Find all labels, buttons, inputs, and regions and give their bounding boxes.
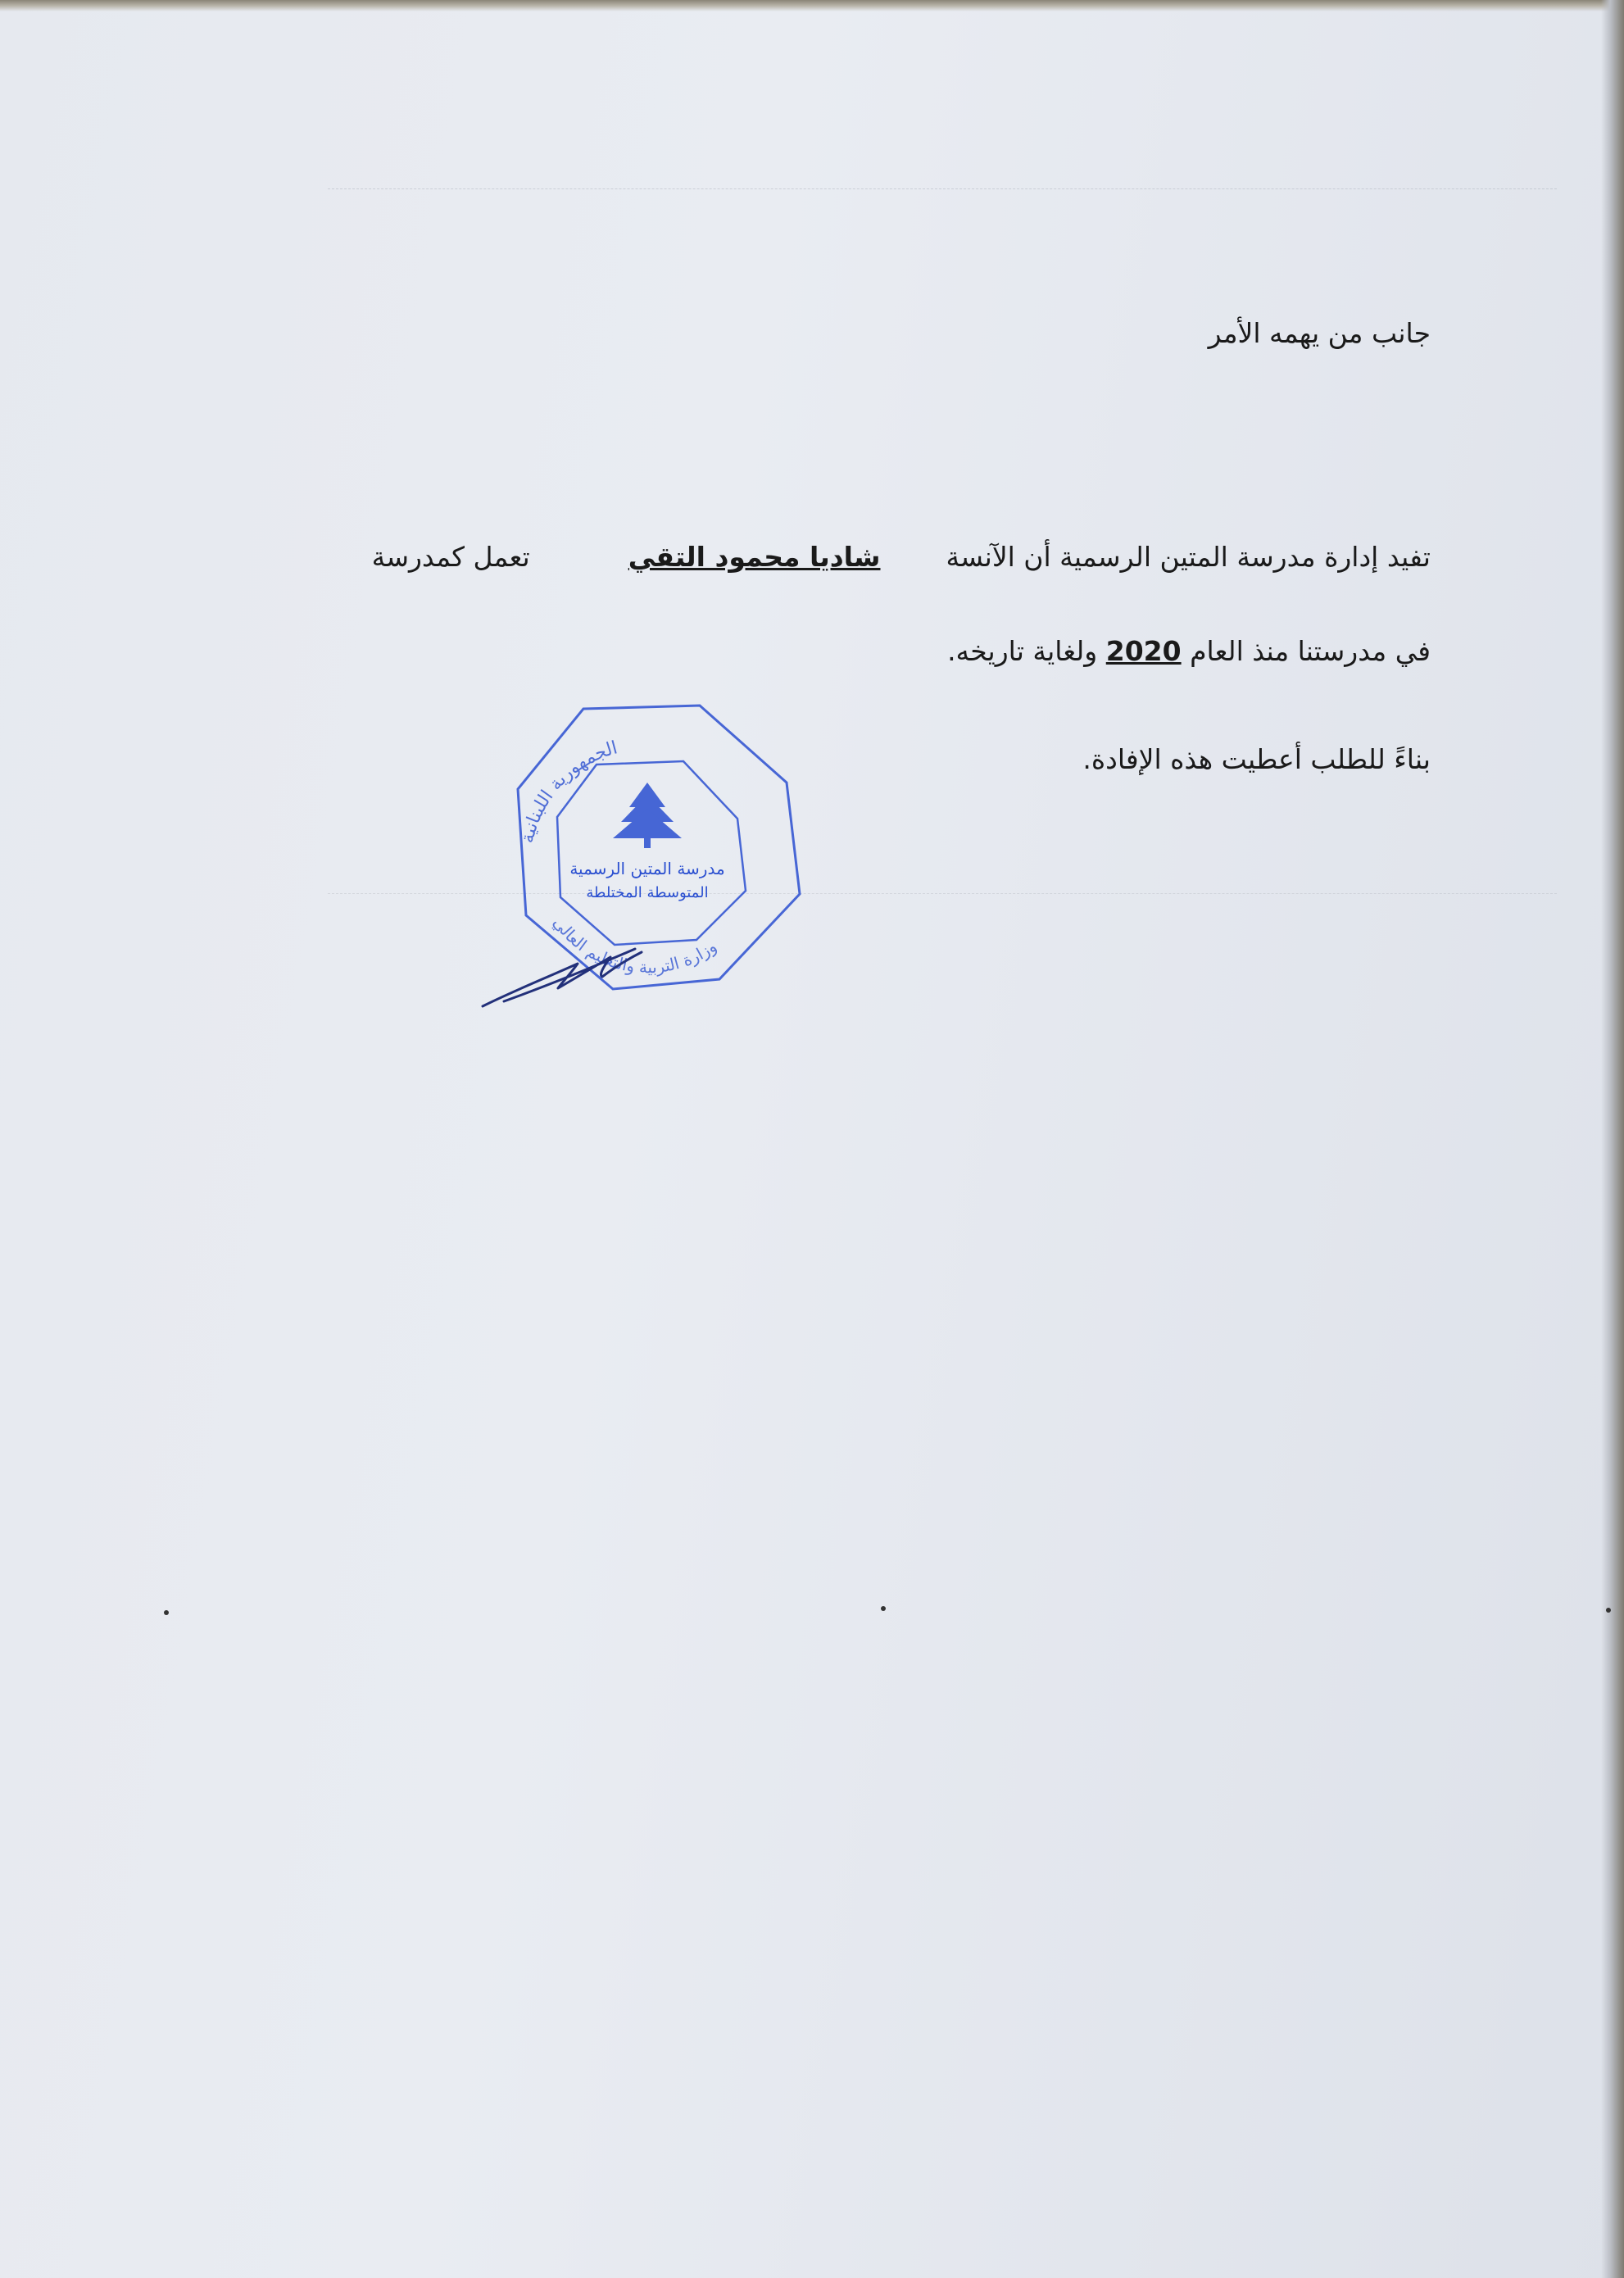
cedar-tree-icon (613, 783, 682, 848)
stamp-school-line-2: المتوسطة المختلطة (586, 884, 709, 901)
teacher-name: شاديا محمود التقي (628, 541, 881, 573)
paragraph-1-intro: تفيد إدارة مدرسة المتين الرسمية أن الآنسة (946, 541, 1431, 573)
closing-line: بناءً للطلب أعطيت هذه الإفادة. (1082, 743, 1431, 775)
paper-top-edge (0, 0, 1624, 11)
paper-right-edge (1601, 0, 1624, 2278)
paragraph-2-intro: في مدرستنا منذ العام (1190, 635, 1431, 667)
stamp-school-line-1: مدرسة المتين الرسمية (569, 859, 725, 878)
paper-dot (164, 1610, 169, 1615)
signature (479, 934, 651, 1016)
paper-fold-line (328, 188, 1557, 190)
stamp-ring-bottom: وزارة التربية والتعليم العالي (549, 913, 720, 978)
paper-dot (881, 1606, 886, 1611)
paragraph-2 (947, 635, 1431, 668)
stamp-ring-top: الجمهورية اللبنانية (517, 737, 620, 846)
paper-dot (1606, 1608, 1611, 1613)
salutation: جانب من يهمه الأمر (1208, 317, 1431, 349)
start-year: 2020 (1105, 635, 1182, 667)
paragraph-1 (372, 541, 1431, 574)
paragraph-1-end: تعمل كمدرسة (371, 541, 530, 573)
paragraph-2-end: ولغاية تاريخه. (947, 635, 1098, 667)
